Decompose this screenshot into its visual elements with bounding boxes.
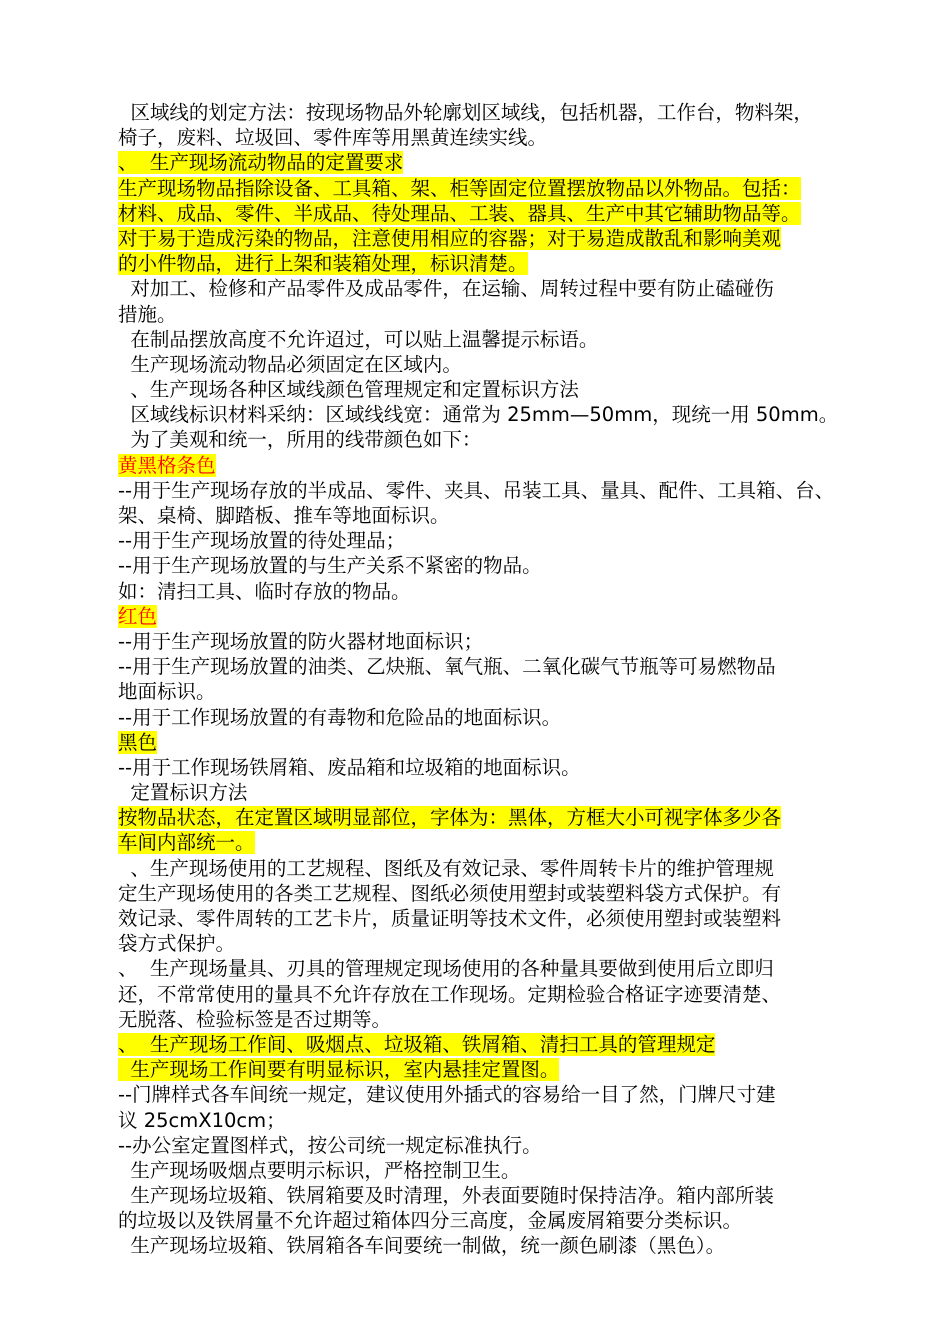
text-line xyxy=(118,679,878,704)
text-line xyxy=(118,730,878,755)
text-line xyxy=(118,478,878,503)
line-text: 对加工、检修和产品零件及成品零件，在运输、周转过程中要有防止磕碰伤 xyxy=(118,277,774,301)
line-text: --用于生产现场放置的油类、乙炔瓶、氧气瓶、二氧化碳气节瓶等可易燃物品 xyxy=(118,655,776,679)
text-line xyxy=(118,956,878,981)
text-line xyxy=(118,805,878,830)
text-line xyxy=(118,276,878,301)
text-line xyxy=(118,327,878,352)
line-text: --用于生产现场放置的与生产关系不紧密的物品。 xyxy=(118,554,542,578)
highlighted-line-text: 、 生产现场流动物品的定置要求 xyxy=(118,151,404,175)
highlighted-line-text: 对于易于造成污染的物品，注意使用相应的容器；对于易造成散乱和影响美观 xyxy=(118,226,782,250)
line-text: 还，不常常使用的量具不允许存放在工作现场。定期检验合格证字迹要清楚、 xyxy=(118,982,782,1006)
text-line xyxy=(118,100,878,125)
line-text: 效记录、零件周转的工艺卡片，质量证明等技术文件，必须使用塑封或装塑料 xyxy=(118,907,782,930)
line-text: 生产现场垃圾箱、铁屑箱要及时清理，外表面要随时保持洁净。箱内部所装 xyxy=(118,1184,774,1208)
text-line xyxy=(118,1133,878,1158)
highlighted-line-text: 生产现场物品指除设备、工具箱、架、柜等固定位置摆放物品以外物品。包括： xyxy=(118,176,801,200)
highlighted-line-text: 黑色 xyxy=(118,730,158,754)
text-line xyxy=(118,528,878,553)
line-text: 措施。 xyxy=(118,302,177,326)
line-text: 区域线的划定方法：按现场物品外轮廓划区域线，包括机器，工作台，物料架， xyxy=(118,101,813,124)
line-text: 区域线标识材料采纳：区域线线宽：通常为 25mm—50mm，现统一用 50mm。 xyxy=(118,403,839,427)
text-line xyxy=(118,1082,878,1107)
highlighted-line-text: 的小件物品，进行上架和装箱处理，标识清楚。 xyxy=(118,252,528,276)
line-text: 、生产现场各种区域线颜色管理规定和定置标识方法 xyxy=(118,378,579,402)
line-text: 地面标识。 xyxy=(118,680,216,704)
text-line xyxy=(118,780,878,805)
line-text: 议 25cmX10cm； xyxy=(118,1108,286,1132)
line-text: 在制品摆放高度不允许迢过，可以贴上温馨提示标语。 xyxy=(118,327,599,351)
text-line xyxy=(118,553,878,578)
line-text: 如：清扫工具、临时存放的物品。 xyxy=(118,579,411,603)
text-line xyxy=(118,427,878,452)
text-line xyxy=(118,1208,878,1233)
line-text: --用于生产现场放置的防火器材地面标识； xyxy=(118,629,484,653)
line-text: 、 生产现场量具、刃具的管理规定现场使用的各种量具要做到使用后立即归 xyxy=(118,957,774,981)
text-line xyxy=(118,604,878,629)
line-text: --用于工作现场铁屑箱、废品箱和垃圾箱的地面标识。 xyxy=(118,755,581,779)
line-text: 架、桌椅、脚踏板、推车等地面标识。 xyxy=(118,504,450,527)
line-text: --门牌样式各车间统一规定，建议使用外插式的容易给一目了然，门牌尺寸建 xyxy=(118,1083,776,1107)
line-text: 的垃圾以及铁屑量不允许超过箱体四分三高度，金属废屑箱要分类标识。 xyxy=(118,1209,743,1233)
highlighted-line-text: 、 生产现场工作间、吸烟点、垃圾箱、铁屑箱、清扫工具的管理规定 xyxy=(118,1032,716,1056)
text-line xyxy=(118,251,878,276)
highlighted-line-text: 材料、成品、零件、半成品、待处理品、工装、器具、生产中其它辅助物品等。 xyxy=(118,201,801,225)
highlighted-line-text: 红色 xyxy=(118,604,158,628)
text-line xyxy=(118,125,878,150)
line-text: --用于生产现场放置的待处理品； xyxy=(118,529,406,553)
text-line xyxy=(118,906,878,931)
text-line xyxy=(118,402,878,427)
text-line xyxy=(118,352,878,377)
line-text: 椅子，废料、垃圾回、零件库等用黑黄连续实线。 xyxy=(118,126,548,150)
document-body xyxy=(118,100,878,1259)
line-text: 定生产现场使用的各类工艺规程、图纸必须使用塑封或装塑料袋方式保护。有 xyxy=(118,881,782,905)
line-text: 生产现场流动物品必须固定在区域内。 xyxy=(118,352,462,376)
text-line xyxy=(118,931,878,956)
text-line xyxy=(118,150,878,175)
highlighted-line-text: 车间内部统一。 xyxy=(118,831,255,855)
line-text: 生产现场吸烟点要明示标识，严格控制卫生。 xyxy=(118,1158,521,1182)
line-text: --用于生产现场存放的半成品、零件、夹具、吊装工具、量具、配件、工具箱、台、 xyxy=(118,478,835,502)
text-line xyxy=(118,226,878,251)
text-line xyxy=(118,629,878,654)
text-line xyxy=(118,654,878,679)
highlighted-line-text: 按物品状态，在定置区域明显部位，字体为：黑体，方框大小可视字体多少各 xyxy=(118,806,782,830)
text-line xyxy=(118,176,878,201)
text-line xyxy=(118,1158,878,1183)
text-line xyxy=(118,856,878,881)
text-line xyxy=(118,579,878,604)
text-line xyxy=(118,982,878,1007)
line-text: 定置标识方法 xyxy=(118,781,248,805)
text-line xyxy=(118,755,878,780)
text-line xyxy=(118,503,878,528)
text-line xyxy=(118,377,878,402)
text-line xyxy=(118,302,878,327)
text-line xyxy=(118,1057,878,1082)
highlighted-line-text: 黄黑格条色 xyxy=(118,453,216,477)
text-line xyxy=(118,1032,878,1057)
text-line xyxy=(118,1108,878,1133)
line-text: --用于工作现场放置的有毒物和危险品的地面标识。 xyxy=(118,705,562,729)
text-line xyxy=(118,1183,878,1208)
line-text: 生产现场垃圾箱、铁屑箱各车间要统一制做，统一颜色刷漆（黑色）。 xyxy=(118,1234,726,1258)
text-line xyxy=(118,1233,878,1258)
line-text: 为了美观和统一，所用的线带颜色如下： xyxy=(118,428,482,452)
text-line xyxy=(118,705,878,730)
line-text: 袋方式保护。 xyxy=(118,932,236,956)
text-line xyxy=(118,201,878,226)
text-line xyxy=(118,453,878,478)
text-line xyxy=(118,881,878,906)
line-text: --办公室定置图样式，按公司统一规定标准执行。 xyxy=(118,1133,542,1157)
highlighted-line-text: 生产现场工作间要有明显标识，室内悬挂定置图。 xyxy=(118,1058,560,1082)
line-text: 无脱落、检验标签是否过期等。 xyxy=(118,1007,392,1031)
text-line xyxy=(118,830,878,855)
text-line xyxy=(118,1007,878,1032)
line-text: 、生产现场使用的工艺规程、图纸及有效记录、零件周转卡片的维护管理规 xyxy=(118,856,774,880)
